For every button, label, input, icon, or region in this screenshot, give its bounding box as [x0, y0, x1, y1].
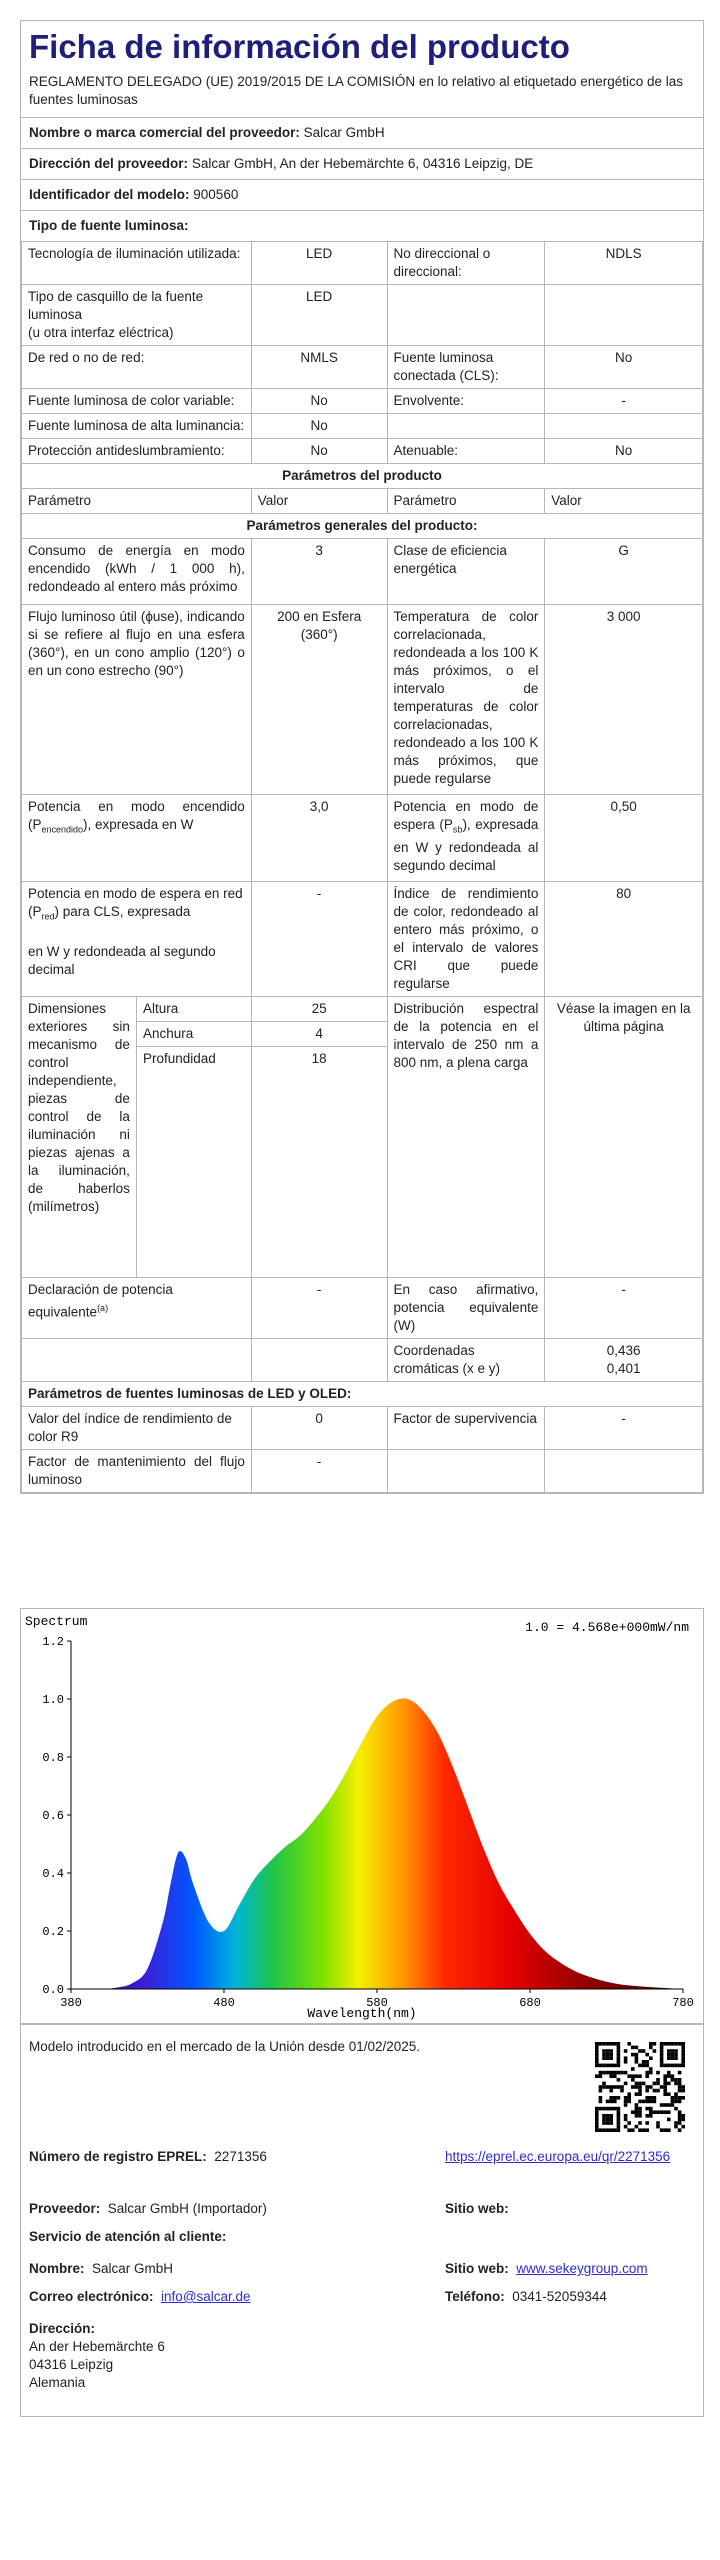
width-label: Anchura — [136, 1021, 251, 1046]
on-mode-power-sub: encendido — [41, 824, 84, 835]
r9-label: Valor del índice de rendimiento de color R9 — [22, 1406, 252, 1449]
height-label: Altura — [136, 996, 251, 1021]
mains-label: De red o no de red: — [22, 346, 252, 389]
empty-cell — [251, 1071, 387, 1278]
supplier-address-value: Salcar GmbH, An der Hebemärchte 6, 04316 Leipzig, DE — [191, 156, 534, 171]
cct-value: 3 000 — [545, 605, 703, 795]
equivalent-power-value: - — [251, 1277, 387, 1338]
chromaticity-y: 0,401 — [606, 1360, 641, 1376]
on-mode-power-label-b: ), expresada en W — [83, 817, 194, 832]
networked-standby-sub: red — [41, 911, 55, 922]
on-mode-power-value: 3,0 — [251, 795, 387, 882]
spectrum-chart-panel — [20, 1608, 704, 2025]
light-source-type-heading-row — [21, 211, 703, 241]
model-identifier-value: 900560 — [193, 187, 239, 202]
networked-standby-cell — [22, 881, 252, 996]
envelope-label: Envolvente: — [387, 389, 545, 414]
high-luminance-label: Fuente luminosa de alta luminancia: — [22, 414, 252, 439]
market-date-text: Modelo introducido en el mercado de la Unión desde 01/02/2025. — [29, 2039, 421, 2054]
address-line-3: Alemania — [29, 2375, 86, 2390]
cap-label: Tipo de casquillo de la fuente luminosa — [28, 289, 204, 322]
equivalent-power-sup: (a) — [97, 1302, 109, 1313]
x-tick-label: 480 — [213, 1996, 235, 2010]
cri-value: 80 — [545, 881, 703, 996]
phone-row — [445, 2288, 607, 2306]
empty-cell — [387, 1449, 545, 1492]
x-tick-label: 780 — [672, 1996, 694, 2010]
col-param-header: Parámetro — [22, 489, 252, 514]
on-mode-power-label-a: Potencia en modo encendido (P — [28, 799, 245, 832]
y-tick-label: 0.8 — [42, 1751, 64, 1765]
x-tick-label: 380 — [60, 1996, 82, 2010]
empty-cell — [545, 285, 703, 346]
equivalent-yes-label: En caso afirmativo, potencia equivalente (W) — [387, 1277, 545, 1338]
energy-value: 3 — [251, 539, 387, 605]
supplier-name-row — [21, 118, 703, 149]
standby-power-sub: sb — [452, 824, 463, 835]
empty-cell — [136, 1071, 251, 1278]
cri-label: Índice de rendimiento de color, redondeado al entero más próximo, o el intervalo de valores CRI que puede regularse — [387, 881, 545, 996]
class-value: G — [545, 539, 703, 605]
class-label: Clase de eficiencia energética — [387, 539, 545, 605]
x-tick-label: 580 — [366, 1996, 388, 2010]
supplier-name-label: Nombre o marca comercial del proveedor: — [29, 125, 300, 140]
eprel-link[interactable]: https://eprel.ec.europa.eu/qr/2271356 — [445, 2149, 671, 2164]
cap-cell — [22, 285, 252, 346]
led-parameters-heading: Parámetros de fuentes luminosas de LED y OLED: — [22, 1381, 703, 1406]
contact-name-value: Salcar GmbH — [92, 2261, 174, 2276]
x-tick-label: 680 — [519, 1996, 541, 2010]
spectrum-area — [71, 1698, 683, 1989]
general-parameters-heading: Parámetros generales del producto: — [22, 514, 703, 539]
eprel-registration — [29, 2148, 267, 2166]
page-title: Ficha de información del producto — [29, 28, 570, 65]
networked-standby-label-b: ) para CLS, expresada — [54, 903, 191, 919]
chromaticity-x: 0,436 — [606, 1342, 641, 1358]
website-label-1-text: Sitio web: — [445, 2201, 509, 2216]
y-tick-label: 1.0 — [42, 1693, 64, 1707]
regulation-subtitle: REGLAMENTO DELEGADO (UE) 2019/2015 DE LA COMISIÓN en lo relativo al etiquetado energético de las fuentes luminosas — [21, 71, 703, 118]
empty-cell — [545, 414, 703, 439]
general-parameters-table — [21, 538, 703, 1493]
on-mode-power-cell — [22, 795, 252, 882]
email-link[interactable]: info@salcar.de — [161, 2289, 251, 2304]
survival-label: Factor de supervivencia — [387, 1406, 545, 1449]
model-identifier-label: Identificador del modelo: — [29, 187, 190, 202]
address-line-2: 04316 Leipzig — [29, 2357, 114, 2372]
empty-cell — [387, 285, 545, 346]
address-label: Dirección: — [29, 2321, 96, 2336]
equivalent-power-cell — [22, 1277, 252, 1338]
eprel-label: Número de registro EPREL: — [29, 2149, 207, 2164]
standby-power-label-a: Potencia en modo de espera (P — [393, 799, 539, 832]
tech-value: LED — [251, 242, 387, 285]
networked-standby-label-a: Potencia en modo de espera en red (P — [28, 885, 243, 919]
height-value: 25 — [251, 996, 387, 1021]
empty-cell — [251, 1338, 387, 1381]
cct-label: Temperatura de color correlacionada, redondeada a los 100 K más próximos, o el intervalo de temperaturas de color correlacionadas, redondeado a los 100 K más próximos, que puede regularse — [387, 605, 545, 795]
y-tick-label: 0.6 — [42, 1809, 64, 1823]
colour-tunable-label: Fuente luminosa de color variable: — [22, 389, 252, 414]
antiglare-value: No — [251, 439, 387, 464]
website-link[interactable]: www.sekeygroup.com — [516, 2261, 648, 2276]
supplier-name-value: Salcar GmbH — [303, 125, 385, 140]
dimmable-label: Atenuable: — [387, 439, 545, 464]
survival-value: - — [545, 1406, 703, 1449]
chromaticity-label: Coordenadas cromáticas (x e y) — [387, 1338, 545, 1381]
supplier-address-row — [21, 149, 703, 180]
cap-label-2: (u otra interfaz eléctrica) — [28, 325, 174, 340]
width-value: 4 — [251, 1021, 387, 1046]
qr-code-icon[interactable] — [595, 2042, 685, 2132]
email-label: Correo electrónico: — [29, 2289, 154, 2304]
eprel-footer — [20, 2023, 704, 2417]
light-source-type-heading: Tipo de fuente luminosa: — [29, 218, 189, 233]
website-label-1 — [445, 2200, 509, 2218]
cap-value: LED — [251, 285, 387, 346]
maintenance-label: Factor de mantenimiento del flujo luminoso — [22, 1449, 252, 1492]
dimmable-value: No — [545, 439, 703, 464]
maintenance-value: - — [251, 1449, 387, 1492]
spectrum-title: Spectrum — [25, 1614, 88, 1629]
provider-value: Salcar GmbH (Importador) — [107, 2201, 267, 2216]
col-value-header-2: Valor — [545, 489, 703, 514]
envelope-value: - — [545, 389, 703, 414]
address-block — [29, 2320, 165, 2392]
website-row — [445, 2260, 648, 2278]
nondir-value: NDLS — [545, 242, 703, 285]
y-tick-label: 0.2 — [42, 1925, 64, 1939]
contact-name-row — [29, 2260, 173, 2278]
eprel-value: 2271356 — [214, 2149, 267, 2164]
y-tick-label: 0.4 — [42, 1867, 64, 1881]
equivalent-yes-value: - — [545, 1277, 703, 1338]
spectrum-chart — [21, 1609, 703, 2024]
energy-label: Consumo de energía en modo encendido (kWh / 1 000 h), redondeado al entero más próximo — [22, 539, 252, 605]
standby-power-value: 0,50 — [545, 795, 703, 882]
spectrum-x-axis-label: Wavelength(nm) — [307, 2006, 417, 2021]
website-label-2: Sitio web: — [445, 2261, 509, 2276]
light-source-type-table — [21, 241, 703, 539]
provider-row — [29, 2200, 267, 2218]
supplier-address-label: Dirección del proveedor: — [29, 156, 189, 171]
standby-power-cell — [387, 795, 545, 882]
flux-label: Flujo luminoso útil (ϕuse), indicando si se refiere al flujo en una esfera (360°), en un cono amplio (120°) o en un cono estrecho (90°) — [22, 605, 252, 795]
chromaticity-values — [545, 1338, 703, 1381]
address-line-1: An der Hebemärchte 6 — [29, 2339, 165, 2354]
standby-power-label-b: ), expresada en W y redondeada al segundo decimal — [393, 817, 539, 873]
col-param-header-2: Parámetro — [387, 489, 545, 514]
col-value-header: Valor — [251, 489, 387, 514]
customer-service-label — [29, 2228, 226, 2246]
y-tick-label: 0.0 — [42, 1983, 64, 1997]
r9-value: 0 — [251, 1406, 387, 1449]
tech-label: Tecnología de iluminación utilizada: — [22, 242, 252, 285]
high-luminance-value: No — [251, 414, 387, 439]
empty-cell — [387, 414, 545, 439]
mains-value: NMLS — [251, 346, 387, 389]
sheet-main — [20, 20, 704, 1494]
connected-label: Fuente luminosa conectada (CLS): — [387, 346, 545, 389]
dimensions-label: Dimensiones exteriores sin mecanismo de control independiente, piezas de control de la iluminación ni piezas ajenas a la iluminación, de haberlos (milímetros) — [22, 996, 137, 1277]
depth-label: Profundidad — [136, 1046, 251, 1071]
flux-value: 200 en Esfera (360°) — [251, 605, 387, 795]
antiglare-label: Protección antideslumbramiento: — [22, 439, 252, 464]
spd-value: Véase la imagen en la última página — [545, 996, 703, 1277]
connected-value: No — [545, 346, 703, 389]
model-identifier-row — [21, 180, 703, 211]
customer-service-label-text: Servicio de atención al cliente: — [29, 2229, 227, 2244]
spectrum-plot-area — [42, 1635, 693, 2010]
provider-label: Proveedor: — [29, 2201, 101, 2216]
depth-value: 18 — [251, 1046, 387, 1071]
email-row — [29, 2288, 251, 2306]
colour-tunable-value: No — [251, 389, 387, 414]
phone-value: 0341-52059344 — [512, 2289, 607, 2304]
phone-label: Teléfono: — [445, 2289, 505, 2304]
nondir-label: No direccional o direccional: — [387, 242, 545, 285]
y-tick-label: 1.2 — [42, 1635, 64, 1649]
networked-standby-value: - — [251, 881, 387, 996]
spd-label: Distribución espectral de la potencia en el intervalo de 250 nm a 800 nm, a plena carga — [387, 996, 545, 1277]
networked-standby-label-c: en W y redondeada al segundo decimal — [28, 944, 216, 978]
equivalent-power-label: Declaración de potencia equivalente — [28, 1281, 173, 1320]
empty-cell — [545, 1449, 703, 1492]
empty-cell — [22, 1338, 252, 1381]
spectrum-annotation: 1.0 = 4.568e+000mW/nm — [525, 1620, 689, 1635]
contact-name-label: Nombre: — [29, 2261, 85, 2276]
product-parameters-heading: Parámetros del producto — [22, 464, 703, 489]
